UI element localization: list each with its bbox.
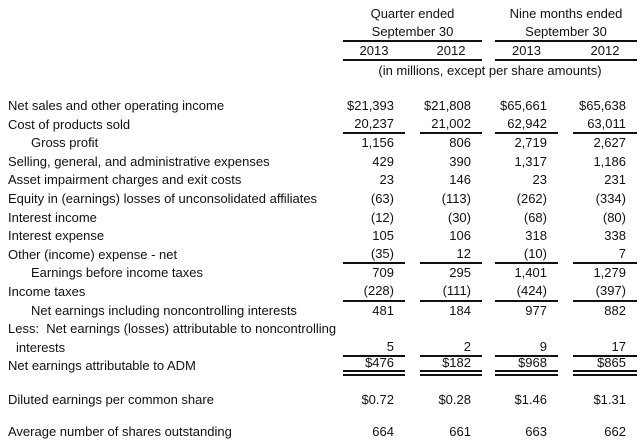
cell-value-nine-months-2013: $1.46 xyxy=(514,391,547,407)
table-row xyxy=(0,171,640,190)
cell-value-nine-months-2012: 1,186 xyxy=(593,153,626,169)
cell-value-quarter-2012: 806 xyxy=(449,135,471,151)
row-label: Less: Net earnings (losses) attributable to noncontrolling xyxy=(8,321,337,337)
cell-value-quarter-2012: $0.28 xyxy=(438,391,471,407)
cell-value-nine-months-2013: 9 xyxy=(495,339,558,358)
cell-value-quarter-2013: (35) xyxy=(343,246,405,265)
cell-value-quarter-2012: (111) xyxy=(420,283,482,302)
quarter-group-title: Quarter ended xyxy=(370,6,455,21)
cell-value-quarter-2012: 146 xyxy=(449,172,471,188)
table-row xyxy=(0,97,640,116)
table-row xyxy=(0,320,640,339)
cell-value-quarter-2013: 429 xyxy=(372,153,394,169)
cell-value-quarter-2013: (228) xyxy=(343,283,405,302)
cell-value-nine-months-2013: (424) xyxy=(495,283,558,302)
cell-value-quarter-2012: 661 xyxy=(449,423,471,439)
cell-value-nine-months-2012: (334) xyxy=(595,190,626,206)
table-row xyxy=(0,264,640,283)
cell-value-nine-months-2013: (262) xyxy=(516,190,547,206)
cell-value-quarter-2013: 664 xyxy=(372,423,394,439)
table-row xyxy=(0,227,640,246)
cell-value-nine-months-2013: (10) xyxy=(495,246,558,265)
cell-value-nine-months-2013: 62,942 xyxy=(495,116,558,135)
cell-value-nine-months-2013: $65,661 xyxy=(500,98,547,113)
row-label: Gross profit xyxy=(31,135,99,151)
cell-value-nine-months-2012: 7 xyxy=(573,246,637,265)
cell-value-nine-months-2013: $968 xyxy=(495,357,558,376)
header-period-subtitles xyxy=(0,23,640,42)
cell-value-quarter-2013: $0.72 xyxy=(361,391,394,407)
cell-value-quarter-2012: 390 xyxy=(449,153,471,169)
table-row xyxy=(0,302,640,321)
row-label: Income taxes xyxy=(8,283,86,299)
table-row xyxy=(0,357,640,376)
table-row xyxy=(0,116,640,135)
table-row xyxy=(0,134,640,153)
cell-value-quarter-2013: 709 xyxy=(372,265,394,281)
cell-value-nine-months-2012: 231 xyxy=(604,172,626,188)
row-label: Interest income xyxy=(8,209,97,225)
cell-value-quarter-2012: 21,002 xyxy=(420,116,482,135)
row-label: Cost of products sold xyxy=(8,116,131,132)
quarter-year-2013: 2013 xyxy=(359,43,389,58)
cell-value-nine-months-2013: 1,401 xyxy=(514,265,547,281)
cell-value-nine-months-2012: (80) xyxy=(602,209,626,225)
cell-value-quarter-2013: 5 xyxy=(343,339,405,358)
cell-value-nine-months-2012: (397) xyxy=(573,283,637,302)
header-year-columns xyxy=(0,42,640,61)
quarter-group-subtitle: September 30 xyxy=(343,23,482,42)
row-label: Asset impairment charges and exit costs xyxy=(8,172,242,188)
row-label: Other (income) expense - net xyxy=(8,246,178,262)
cell-value-nine-months-2013: (68) xyxy=(523,209,547,225)
header-units-row xyxy=(0,61,640,80)
table-row xyxy=(0,246,640,265)
cell-value-quarter-2013: 20,237 xyxy=(343,116,405,135)
cell-value-quarter-2012: 2 xyxy=(420,339,482,358)
cell-value-quarter-2013: (12) xyxy=(370,209,394,225)
cell-value-nine-months-2013: 2,719 xyxy=(514,135,547,151)
label-column-spacer xyxy=(0,4,343,23)
cell-value-nine-months-2013: 318 xyxy=(525,228,547,244)
nine-months-group-subtitle: September 30 xyxy=(495,23,637,42)
cell-value-nine-months-2013: 23 xyxy=(532,172,547,188)
row-label: Net earnings including noncontrolling interests xyxy=(31,302,297,318)
row-label: Selling, general, and administrative expenses xyxy=(8,153,270,169)
cell-value-quarter-2012: (113) xyxy=(441,190,471,206)
cell-value-nine-months-2013: 977 xyxy=(525,302,547,318)
cell-value-nine-months-2012: 2,627 xyxy=(593,135,626,151)
cell-value-nine-months-2012: 1,279 xyxy=(593,265,626,281)
cell-value-quarter-2012: 295 xyxy=(449,265,471,281)
cell-value-nine-months-2012: $1.31 xyxy=(593,391,626,407)
cell-value-quarter-2013: 23 xyxy=(379,172,394,188)
cell-value-quarter-2013 xyxy=(343,320,405,339)
cell-value-nine-months-2012 xyxy=(573,320,637,339)
table-row xyxy=(0,391,640,410)
cell-value-quarter-2012: 12 xyxy=(420,246,482,265)
table-row xyxy=(0,209,640,228)
cell-value-nine-months-2013: 663 xyxy=(525,423,547,439)
row-label: Interest expense xyxy=(8,228,105,244)
cell-value-nine-months-2012: 338 xyxy=(604,228,626,244)
cell-value-quarter-2013: $21,393 xyxy=(347,98,394,113)
nine-months-year-2013: 2013 xyxy=(512,43,541,58)
cell-value-nine-months-2012: 63,011 xyxy=(573,116,637,135)
row-label: interests xyxy=(16,339,66,355)
cell-value-nine-months-2012: 882 xyxy=(604,302,626,318)
table-row xyxy=(0,283,640,302)
cell-value-nine-months-2013: 1,317 xyxy=(514,153,547,169)
cell-value-quarter-2012: 106 xyxy=(449,228,471,244)
nine-months-group-title: Nine months ended xyxy=(509,6,623,21)
cell-value-nine-months-2012: $65,638 xyxy=(579,98,626,113)
cell-value-quarter-2012: (30) xyxy=(447,209,471,225)
header-spacer xyxy=(0,80,640,97)
table-bottom xyxy=(0,391,640,441)
table-body xyxy=(0,97,640,376)
cell-value-quarter-2012: $182 xyxy=(420,357,482,376)
cell-value-quarter-2013: 105 xyxy=(372,228,394,244)
nine-months-year-2012: 2012 xyxy=(590,43,620,58)
cell-value-quarter-2013: $476 xyxy=(343,357,405,376)
cell-value-nine-months-2012: 662 xyxy=(604,423,626,439)
row-label: Net earnings attributable to ADM xyxy=(8,358,196,374)
cell-value-quarter-2013: (63) xyxy=(370,190,394,206)
table-row xyxy=(0,190,640,209)
row-label: Average number of shares outstanding xyxy=(8,423,232,439)
header-period-titles xyxy=(0,4,640,23)
table-row xyxy=(0,423,640,442)
cell-value-quarter-2012: $21,808 xyxy=(424,98,471,113)
cell-value-quarter-2013: 481 xyxy=(372,302,394,318)
quarter-year-2012: 2012 xyxy=(436,43,466,58)
row-label: Earnings before income taxes xyxy=(31,265,203,281)
cell-value-nine-months-2013 xyxy=(495,320,558,339)
cell-value-quarter-2012 xyxy=(420,320,482,339)
cell-value-nine-months-2012: $865 xyxy=(573,357,637,376)
cell-value-quarter-2013: 1,156 xyxy=(361,135,394,151)
table-row xyxy=(0,153,640,172)
row-label: Equity in (earnings) losses of unconsolidated affiliates xyxy=(8,190,318,206)
row-label: Diluted earnings per common share xyxy=(8,391,214,407)
cell-value-nine-months-2012: 17 xyxy=(573,339,637,358)
units-note: (in millions, except per share amounts) xyxy=(378,63,602,78)
row-label: Net sales and other operating income xyxy=(8,98,225,113)
cell-value-quarter-2012: 184 xyxy=(449,302,471,318)
